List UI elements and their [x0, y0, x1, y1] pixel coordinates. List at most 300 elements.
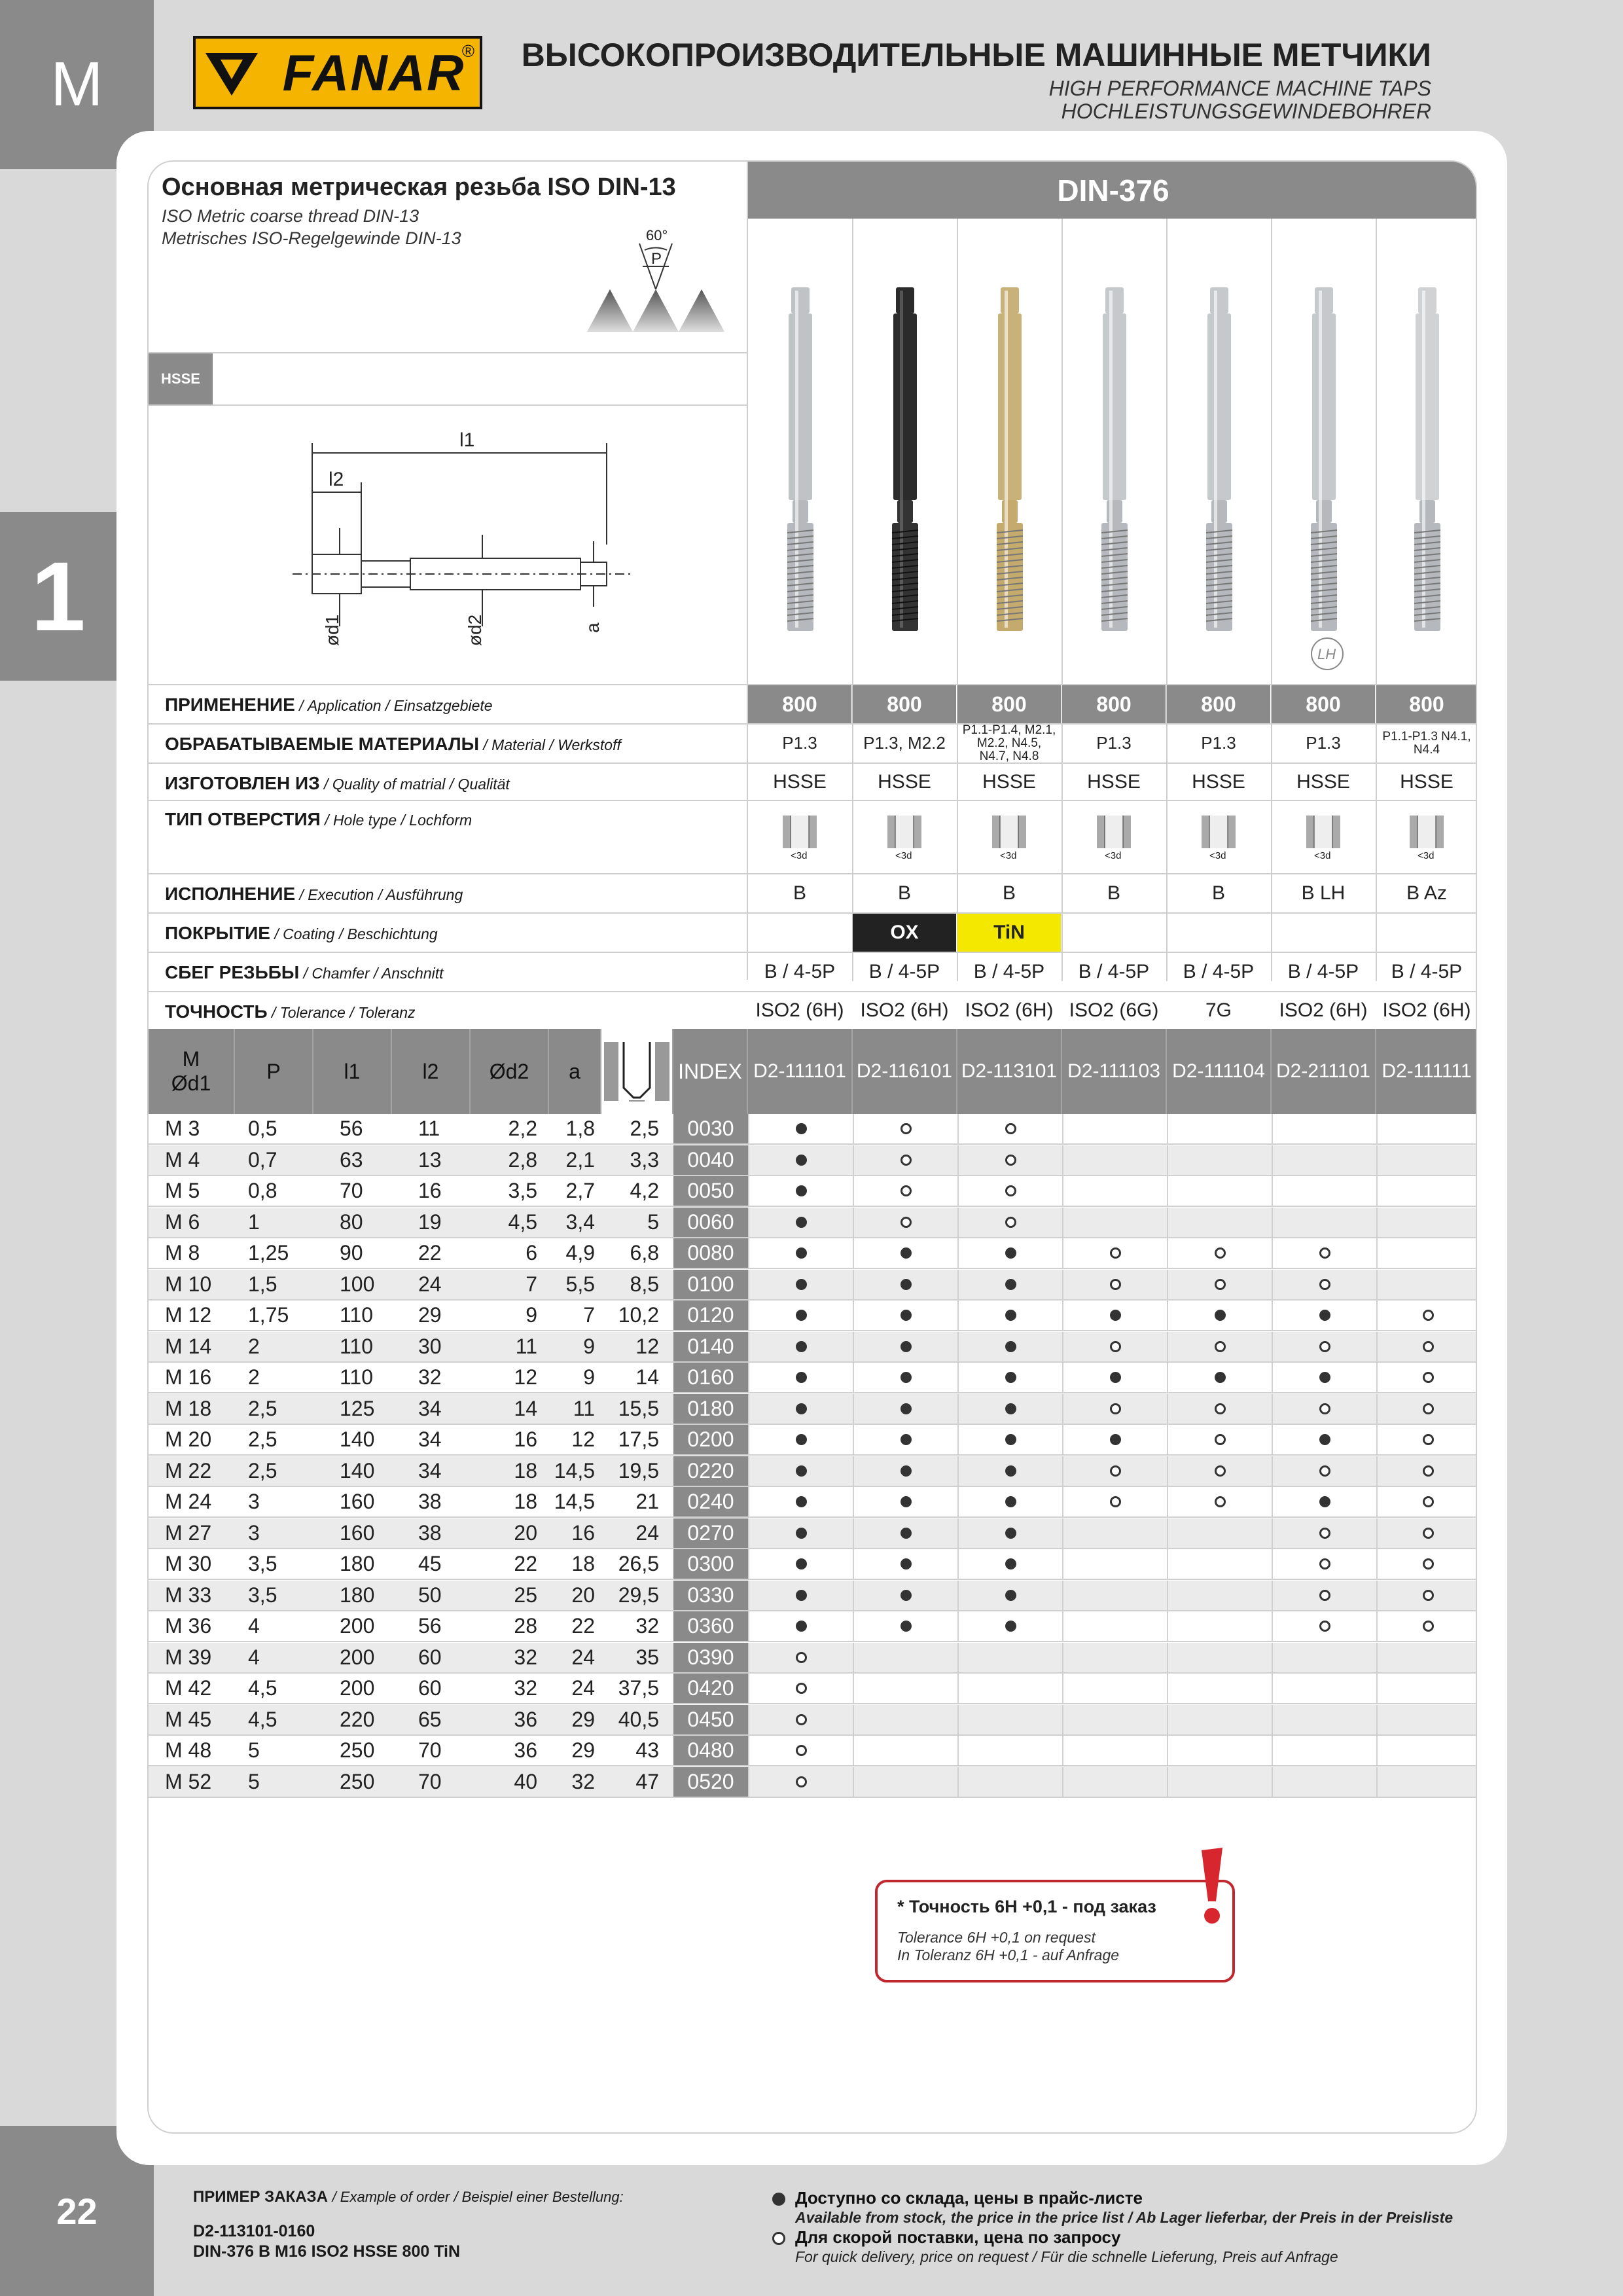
availability-cell	[748, 1549, 853, 1579]
table-row	[149, 1208, 1477, 1238]
availability-cell	[957, 1208, 1062, 1237]
availability-cell	[957, 1238, 1062, 1268]
availability-cell	[1272, 1674, 1376, 1703]
table-row	[149, 1487, 1477, 1518]
quick-delivery-ring-icon	[1110, 1403, 1121, 1414]
quick-delivery-ring-icon	[1423, 1528, 1434, 1539]
quick-delivery-ring-icon	[1423, 1558, 1434, 1570]
availability-cell	[853, 1145, 957, 1175]
table-cell: 90	[340, 1241, 363, 1265]
availability-cell	[1062, 1332, 1167, 1361]
property-value: ISO2 (6H)	[1279, 999, 1368, 1021]
table-cell: 40	[514, 1769, 537, 1793]
property-value: P1.3	[782, 733, 817, 753]
material-badge-row	[149, 352, 748, 406]
property-label	[165, 809, 472, 830]
hole-depth-label: <3d	[895, 850, 912, 860]
table-cell: 1,75	[248, 1303, 289, 1327]
table-cell: 2,5	[248, 1458, 277, 1482]
availability-cell	[1167, 1363, 1272, 1392]
in-stock-dot-icon	[796, 1496, 807, 1507]
table-row	[149, 1643, 1477, 1674]
availability-cell	[1376, 1705, 1477, 1734]
availability-cell	[748, 1238, 853, 1268]
table-cell: 180	[340, 1552, 375, 1575]
column-header-code: D2-111104	[1167, 1029, 1272, 1114]
in-stock-dot-icon	[1319, 1310, 1330, 1321]
table-row	[149, 1270, 1477, 1300]
property-label	[165, 773, 510, 794]
availability-cell	[853, 1332, 957, 1361]
fanar-logo	[193, 36, 482, 109]
availability-cell	[853, 1208, 957, 1237]
availability-cell	[1376, 1549, 1477, 1579]
table-cell: 80	[340, 1210, 363, 1234]
table-cell: 16	[514, 1427, 537, 1451]
availability-cell	[1272, 1363, 1376, 1392]
in-stock-dot-icon	[901, 1372, 912, 1383]
property-row	[149, 723, 1477, 762]
in-stock-dot-icon	[1005, 1465, 1016, 1477]
availability-cell	[853, 1114, 957, 1143]
availability-cell	[1272, 1487, 1376, 1516]
table-cell: 5,5	[565, 1272, 595, 1296]
availability-cell	[1376, 1394, 1477, 1424]
availability-cell	[1062, 1270, 1167, 1299]
property-value	[1376, 914, 1477, 952]
table-cell: 3,5	[248, 1583, 277, 1607]
availability-cell	[853, 1705, 957, 1734]
quick-delivery-ring-icon	[1005, 1217, 1016, 1228]
product-sheet	[147, 160, 1477, 2134]
in-stock-dot-icon	[1215, 1310, 1226, 1321]
table-cell: M 5	[165, 1179, 200, 1202]
table-cell: 160	[340, 1490, 375, 1513]
property-value: OX	[853, 914, 956, 952]
availability-cell	[957, 1425, 1062, 1454]
quick-delivery-ring-icon	[1423, 1434, 1434, 1445]
index-cell: 0220	[673, 1456, 748, 1486]
table-cell: 12	[635, 1334, 659, 1358]
property-label	[165, 734, 621, 755]
in-stock-dot-icon	[901, 1310, 912, 1321]
table-cell: 34	[418, 1427, 442, 1451]
table-cell: 160	[340, 1520, 375, 1545]
logo-registered-mark: ®	[461, 41, 474, 61]
availability-cell	[853, 1176, 957, 1206]
availability-cell	[957, 1767, 1062, 1797]
availability-cell	[1272, 1767, 1376, 1797]
property-row	[149, 873, 1477, 912]
table-cell: 11	[573, 1396, 595, 1420]
quick-delivery-ring-icon	[1423, 1590, 1434, 1601]
index-cell: 0120	[673, 1300, 748, 1330]
in-stock-dot-icon	[796, 1123, 807, 1134]
header-m: M	[182, 1047, 200, 1071]
tap-image-2	[853, 219, 957, 690]
property-label-ru: ОБРАБАТЫВАЕМЫЕ МАТЕРИАЛЫ	[165, 734, 480, 754]
availability-cell	[1376, 1643, 1477, 1672]
quick-delivery-ring-icon	[1110, 1341, 1121, 1352]
table-cell: 140	[340, 1458, 375, 1482]
availability-cell	[748, 1611, 853, 1641]
availability-cell	[1376, 1611, 1477, 1641]
in-stock-dot-icon	[796, 1434, 807, 1445]
property-value: P1.3	[1201, 733, 1236, 753]
quick-delivery-ring-icon	[901, 1217, 912, 1228]
hole-depth-label: <3d	[1314, 850, 1331, 860]
table-cell: 110	[340, 1365, 374, 1389]
table-cell: M 20	[165, 1427, 212, 1451]
table-cell: 32	[418, 1365, 442, 1389]
availability-cell	[748, 1581, 853, 1610]
table-cell: 18	[514, 1490, 537, 1513]
table-header	[149, 1029, 1477, 1114]
property-value	[1167, 801, 1270, 873]
tap-image-5	[1167, 219, 1272, 690]
property-label	[165, 884, 463, 905]
tap-image-1	[748, 219, 853, 690]
legend-fast: Для скорой поставки, цена по запросу	[795, 2227, 1121, 2247]
availability-cell	[1272, 1425, 1376, 1454]
availability-cell	[957, 1611, 1062, 1641]
in-stock-dot-icon	[796, 1247, 807, 1259]
table-cell: 7	[583, 1303, 595, 1327]
availability-cell	[853, 1643, 957, 1672]
quick-delivery-ring-icon	[1319, 1403, 1330, 1414]
chamfer-diagram-icon	[601, 1029, 673, 1114]
table-cell: 22	[418, 1241, 442, 1265]
property-value: B / 4-5P	[973, 961, 1045, 982]
column-header-code: D2-116101	[853, 1029, 957, 1114]
column-header-l1: l1	[313, 1029, 392, 1114]
in-stock-dot-icon	[1215, 1372, 1226, 1383]
availability-cell	[1062, 1425, 1167, 1454]
index-cell: 0030	[673, 1114, 748, 1143]
table-cell: M 39	[165, 1645, 212, 1669]
quick-delivery-ring-icon	[1423, 1341, 1434, 1352]
table-row	[149, 1767, 1477, 1798]
table-cell: 250	[340, 1769, 375, 1793]
availability-cell	[1062, 1643, 1167, 1672]
in-stock-dot-icon	[1005, 1590, 1016, 1601]
table-cell: 18	[514, 1458, 537, 1482]
in-stock-dot-icon	[1005, 1372, 1016, 1383]
availability-cell	[1376, 1238, 1477, 1268]
quick-delivery-ring-icon	[1319, 1590, 1330, 1601]
table-cell: 32	[635, 1614, 659, 1638]
table-cell: 32	[514, 1676, 537, 1700]
availability-cell	[748, 1208, 853, 1237]
availability-cell	[748, 1674, 853, 1703]
table-cell: 32	[571, 1769, 595, 1793]
availability-cell	[1167, 1394, 1272, 1424]
availability-cell	[853, 1581, 957, 1610]
availability-cell	[853, 1674, 957, 1703]
table-cell: 70	[418, 1738, 442, 1762]
availability-cell	[1376, 1363, 1477, 1392]
in-stock-dot-icon	[901, 1465, 912, 1477]
legend-fast-ring-icon	[772, 2232, 785, 2245]
table-cell: 9	[526, 1303, 537, 1327]
availability-cell	[1062, 1581, 1167, 1610]
page-number: 22	[0, 2126, 154, 2296]
quick-delivery-ring-icon	[1319, 1247, 1330, 1259]
table-cell: 11	[515, 1334, 537, 1358]
index-cell: 0050	[673, 1176, 748, 1206]
table-row	[149, 1300, 1477, 1331]
table-cell: 17,5	[618, 1427, 659, 1451]
table-cell: 6,8	[630, 1241, 659, 1265]
in-stock-dot-icon	[796, 1528, 807, 1539]
availability-cell	[853, 1736, 957, 1765]
availability-cell	[1376, 1145, 1477, 1175]
property-value: B	[897, 882, 911, 904]
availability-cell	[748, 1456, 853, 1486]
dim-l1: l1	[459, 430, 475, 451]
availability-cell	[748, 1176, 853, 1206]
availability-cell	[853, 1456, 957, 1486]
quick-delivery-ring-icon	[1110, 1465, 1121, 1477]
property-row	[149, 912, 1477, 952]
table-cell: 4,5	[248, 1707, 277, 1731]
property-value: P1.3	[1306, 733, 1341, 753]
table-row	[149, 1518, 1477, 1549]
order-example-label	[193, 2188, 624, 2206]
table-row	[149, 1581, 1477, 1611]
availability-cell	[1272, 1332, 1376, 1361]
availability-cell	[957, 1270, 1062, 1299]
in-stock-dot-icon	[901, 1621, 912, 1632]
in-stock-dot-icon	[901, 1434, 912, 1445]
availability-cell	[1376, 1456, 1477, 1486]
availability-cell	[1272, 1549, 1376, 1579]
thread-subtitle-de: Metrisches ISO-Regelgewinde DIN-13	[162, 228, 461, 248]
availability-cell	[1167, 1208, 1272, 1237]
availability-cell	[1167, 1270, 1272, 1299]
blind-hole-icon	[781, 814, 818, 860]
table-cell: 24	[571, 1676, 595, 1700]
availability-cell	[853, 1549, 957, 1579]
availability-cell	[1167, 1425, 1272, 1454]
column-header-a: a	[549, 1029, 601, 1114]
table-cell: 56	[340, 1117, 363, 1140]
availability-cell	[1376, 1736, 1477, 1765]
table-cell: 4,5	[508, 1210, 537, 1234]
availability-cell	[957, 1114, 1062, 1143]
order-label-alt: / Example of order / Beispiel einer Bestellung:	[332, 2189, 624, 2205]
table-cell: 2	[248, 1365, 260, 1389]
table-cell: 1	[248, 1210, 260, 1234]
availability-cell	[957, 1176, 1062, 1206]
table-cell: 60	[418, 1645, 442, 1669]
in-stock-dot-icon	[901, 1279, 912, 1290]
availability-cell	[957, 1518, 1062, 1548]
column-header-code: D2-211101	[1272, 1029, 1376, 1114]
table-cell: 16	[571, 1520, 595, 1545]
tap-dimension-drawing	[240, 430, 659, 646]
property-label-alt: / Tolerance / Toleranz	[267, 1004, 416, 1021]
availability-cell	[1272, 1176, 1376, 1206]
property-label-alt: / Quality of matrial / Qualität	[319, 776, 510, 793]
availability-cell	[1272, 1611, 1376, 1641]
table-cell: M 42	[165, 1676, 212, 1700]
property-value: 800	[1167, 685, 1270, 723]
table-cell: 3,5	[508, 1179, 537, 1202]
hole-depth-label: <3d	[1418, 850, 1435, 860]
table-cell: 2,7	[565, 1179, 595, 1202]
property-value	[1272, 914, 1375, 952]
availability-cell	[853, 1270, 957, 1299]
table-cell: 29,5	[618, 1583, 659, 1607]
column-header-code: D2-111101	[748, 1029, 853, 1114]
table-cell: 12	[514, 1365, 537, 1389]
quick-delivery-ring-icon	[796, 1683, 807, 1694]
quick-delivery-ring-icon	[1423, 1621, 1434, 1632]
note-de: In Toleranz 6H +0,1 - auf Anfrage	[897, 1946, 1120, 1964]
table-cell: 8,5	[630, 1272, 659, 1296]
in-stock-dot-icon	[796, 1465, 807, 1477]
property-row	[149, 762, 1477, 800]
availability-cell	[1376, 1332, 1477, 1361]
availability-cell	[853, 1238, 957, 1268]
legend-fast-alt: For quick delivery, price on request / Für die schnelle Lieferung, Preis auf Anfrage	[795, 2248, 1338, 2265]
property-value	[957, 801, 1061, 873]
table-cell: 2,2	[508, 1117, 537, 1140]
availability-cell	[748, 1145, 853, 1175]
table-cell: 200	[340, 1676, 375, 1700]
table-cell: 20	[571, 1583, 595, 1607]
quick-delivery-ring-icon	[1215, 1341, 1226, 1352]
table-cell: 26,5	[618, 1552, 659, 1575]
table-cell: 200	[340, 1614, 375, 1638]
property-label-alt: / Coating / Beschichtung	[270, 925, 438, 942]
availability-cell	[1062, 1674, 1167, 1703]
table-cell: 0,7	[248, 1147, 277, 1172]
in-stock-dot-icon	[796, 1279, 807, 1290]
blind-hole-icon	[1305, 814, 1342, 860]
availability-cell	[1062, 1705, 1167, 1734]
availability-cell	[1062, 1736, 1167, 1765]
availability-cell	[1272, 1456, 1376, 1486]
table-cell: M 6	[165, 1210, 200, 1234]
property-value	[853, 801, 956, 873]
property-row	[149, 991, 1477, 1029]
blind-hole-icon	[1408, 814, 1445, 860]
table-cell: 9	[583, 1365, 595, 1389]
order-code: D2-113101-0160	[193, 2222, 315, 2240]
in-stock-dot-icon	[1005, 1310, 1016, 1321]
index-cell: 0480	[673, 1736, 748, 1765]
property-value: B / 4-5P	[1287, 961, 1359, 982]
index-cell: 0520	[673, 1767, 748, 1797]
table-cell: M 48	[165, 1738, 212, 1762]
availability-cell	[1167, 1736, 1272, 1765]
quick-delivery-ring-icon	[1319, 1558, 1330, 1570]
table-cell: 14	[635, 1365, 659, 1389]
property-value	[1167, 914, 1270, 952]
index-cell: 0080	[673, 1238, 748, 1268]
property-label	[165, 923, 438, 944]
quick-delivery-ring-icon	[1319, 1621, 1330, 1632]
in-stock-dot-icon	[901, 1558, 912, 1570]
table-cell: M 8	[165, 1241, 200, 1265]
blind-hole-icon	[991, 814, 1027, 860]
property-value: B / 4-5P	[868, 961, 940, 982]
left-hand-label: LH	[1317, 646, 1336, 662]
table-cell: 12	[571, 1427, 595, 1451]
availability-cell	[748, 1300, 853, 1330]
table-cell: 3	[248, 1520, 260, 1545]
property-label-ru: ТИП ОТВЕРСТИЯ	[165, 809, 321, 829]
index-cell: 0100	[673, 1270, 748, 1299]
property-value: 800	[1376, 685, 1477, 723]
availability-cell	[1376, 1518, 1477, 1548]
availability-cell	[1272, 1145, 1376, 1175]
property-label-alt: / Hole type / Lochform	[320, 812, 473, 829]
thread-pitch-label: P	[651, 250, 662, 268]
property-value: 800	[1272, 685, 1375, 723]
table-cell: M 52	[165, 1769, 212, 1793]
availability-cell	[1167, 1611, 1272, 1641]
availability-cell	[1376, 1114, 1477, 1143]
table-cell: 5	[647, 1210, 659, 1234]
tap-image-3	[957, 219, 1062, 690]
property-value: HSSE	[1087, 770, 1141, 793]
blind-hole-icon	[886, 814, 923, 860]
table-cell: 45	[418, 1552, 442, 1575]
availability-cell	[1376, 1487, 1477, 1516]
property-label-ru: СБЕГ РЕЗЬБЫ	[165, 962, 300, 982]
table-cell: 3,3	[630, 1147, 659, 1172]
property-value: P1.1-P1.3 N4.1, N4.4	[1382, 730, 1471, 757]
table-cell: M 36	[165, 1614, 212, 1638]
table-cell: 1,5	[248, 1272, 277, 1296]
in-stock-dot-icon	[1005, 1434, 1016, 1445]
in-stock-dot-icon	[1005, 1528, 1016, 1539]
table-cell: M 3	[165, 1117, 200, 1140]
in-stock-dot-icon	[1110, 1310, 1121, 1321]
in-stock-dot-icon	[901, 1496, 912, 1507]
table-cell: 4	[248, 1645, 260, 1669]
quick-delivery-ring-icon	[1215, 1465, 1226, 1477]
table-cell: M 10	[165, 1272, 212, 1296]
availability-cell	[1272, 1518, 1376, 1548]
note-en: Tolerance 6H +0,1 on request	[897, 1929, 1096, 1946]
table-cell: 110	[340, 1303, 374, 1327]
availability-cell	[1167, 1300, 1272, 1330]
property-row	[149, 684, 1477, 723]
availability-cell	[1272, 1300, 1376, 1330]
table-row	[149, 1394, 1477, 1425]
quick-delivery-ring-icon	[901, 1123, 912, 1134]
in-stock-dot-icon	[1319, 1496, 1330, 1507]
index-cell: 0450	[673, 1705, 748, 1734]
table-cell: 50	[418, 1583, 442, 1607]
index-cell: 0360	[673, 1611, 748, 1641]
thread-title: Основная метрическая резьба ISO DIN-13	[162, 173, 676, 201]
availability-cell	[1376, 1674, 1477, 1703]
availability-cell	[748, 1643, 853, 1672]
property-value: B Az	[1406, 882, 1447, 904]
table-row	[149, 1549, 1477, 1580]
in-stock-dot-icon	[1005, 1621, 1016, 1632]
table-row	[149, 1736, 1477, 1767]
availability-cell	[1062, 1767, 1167, 1797]
quick-delivery-ring-icon	[1215, 1279, 1226, 1290]
property-value: 800	[957, 685, 1061, 723]
quick-delivery-ring-icon	[901, 1185, 912, 1196]
